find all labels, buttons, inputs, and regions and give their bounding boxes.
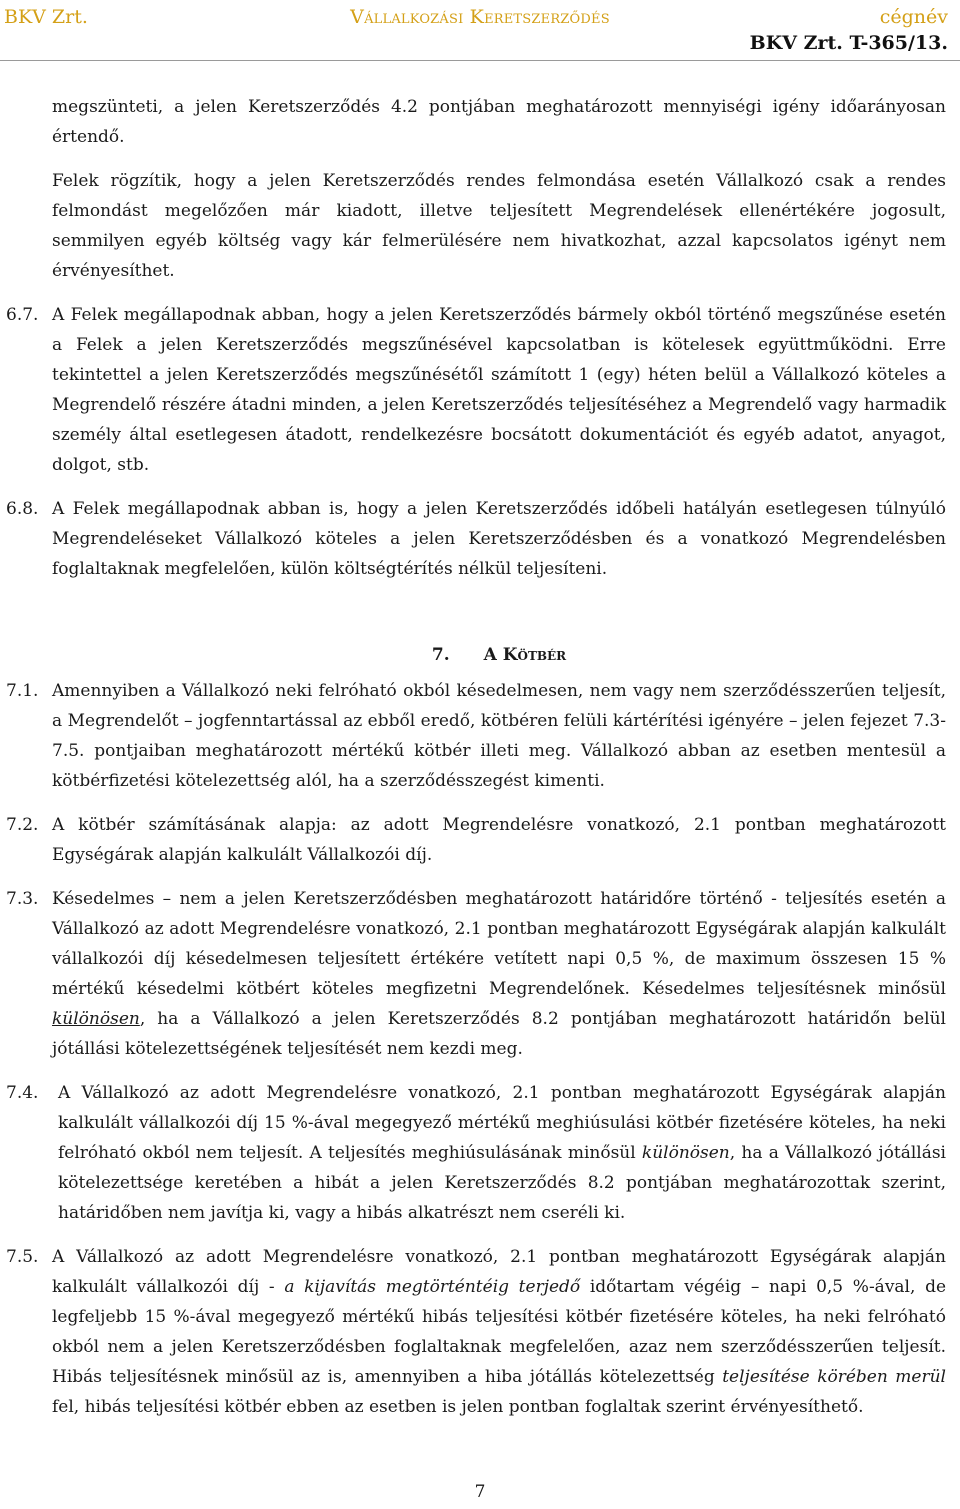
clause-text-part: , ha a Vállalkozó a jelen Keretszerződés 8.2 pontjában meghatározott határidőn belül jótállási kötelezettségének teljesítését nem kezdi meg. bbox=[52, 1009, 946, 1059]
clause-text-part: A Vállalkozó az adott Megrendelésre vonatkozó, 2.1 pontban meghatározott Egységárak alapján kalkulált vállalkozói díj - bbox=[52, 1247, 946, 1297]
header-contract-number: BKV Zrt. T-365/13. bbox=[749, 32, 948, 54]
header-document-title: Vállalkozási Keretszerződés bbox=[350, 6, 610, 28]
document-body bbox=[6, 92, 947, 1422]
clause-text: A Felek megállapodnak abban, hogy a jelen Keretszerződés bármely okból történő megszűnése esetén a Felek a jelen Keretszerződés megszűnésével kapcsolatban is kötelesek együttműködni. Erre tekintettel a jelen Keretszerződés megszűnésétől számított 1 (egy) héten belül a Vállalkozó köteles a Megrendelő részére átadni minden, a jelen Keretszerződés teljesítéséhez a Megrendelő vagy harmadik személy által esetlegesen átadott, rendelkezésre bocsátott dokumentációt és egyéb adatot, anyagot, dolgot, stb. bbox=[52, 305, 946, 475]
clause-number: 7.4. bbox=[6, 1083, 39, 1103]
emphasis-text: különösen bbox=[52, 1009, 140, 1029]
clause-7-2 bbox=[6, 810, 946, 870]
clause-text-part: fel, hibás teljesítési kötbér ebben az esetben is jelen pontban foglaltak szerint érvényesíthető. bbox=[52, 1397, 864, 1417]
section-title: A Kötbér bbox=[483, 645, 567, 665]
header-company: BKV Zrt. bbox=[4, 6, 88, 28]
clause-number: 7.3. bbox=[6, 889, 39, 909]
emphasis-text: különösen bbox=[641, 1143, 730, 1163]
clause-text: A Felek megállapodnak abban is, hogy a jelen Keretszerződés időbeli hatályán esetlegesen túlnyúló Megrendeléseket Vállalkozó köteles a jelen Keretszerződésben és a vonatkozó Megrendelésben foglaltaknak megfelelően, külön költségtérítés nélkül teljesíteni. bbox=[52, 499, 946, 579]
clause-number: 7.2. bbox=[6, 815, 39, 835]
clause-text-part: , ha a Vállalkozó jótállási kötelezettsége keretében a hibát a jelen Keretszerződés 8.2 pontjában meghatározottak szerint, határidőben nem javítja ki, vagy a hibás alkatrészt nem cseréli ki. bbox=[58, 1143, 946, 1223]
clause-number: 6.7. bbox=[6, 305, 39, 325]
emphasis-text: a kijavítás megtörténtéig terjedő bbox=[284, 1277, 581, 1297]
clause-text bbox=[52, 1242, 946, 1422]
clause-text-part: A Vállalkozó az adott Megrendelésre vonatkozó, 2.1 pontban meghatározott Egységárak alapján kalkulált vállalkozói díj 15 %-ával megegyező mértékű meghiúsulási kötbér fizetésére köteles, ha neki felróható okból nem teljesít. A teljesítés meghiúsulásának minősül bbox=[58, 1083, 946, 1163]
clause-text-part: Késedelmes – nem a jelen Keretszerződésben meghatározott határidőre történő - teljesítés esetén a Vállalkozó az adott Megrendelésre vonatkozó, 2.1 pontban meghatározott Egységárak alapján kalkulált vállalkozói díj késedelmesen teljesített értékére vetített napi 0,5 %, de maximum összesen 15 % mértékű késedelmi kötbért köteles megfizetni Megrendelőnek. Késedelmes teljesítésnek minősül bbox=[52, 889, 946, 999]
clause-text bbox=[52, 884, 946, 1064]
clause-6-8 bbox=[6, 494, 946, 584]
clause-7-1 bbox=[6, 676, 946, 796]
clause-text-part: időtartam végéig – napi 0,5 %-ával, de legfeljebb 15 %-ával megegyező mértékű hibás teljesítési kötbér fizetésére köteles, ha neki felróható okból nem a jelen Keretszerződésben foglaltaknak megfelelően, azaz nem szerződésszerűen teljesít. Hibás teljesítésnek minősül az is, amennyiben a hiba jótállás kötelezettség bbox=[52, 1277, 947, 1387]
paragraph-continuation: megszünteti, a jelen Keretszerződés 4.2 pontjában meghatározott mennyiségi igény időarányosan értendő. bbox=[52, 97, 946, 147]
clause-7-3 bbox=[6, 884, 946, 1064]
header-divider bbox=[0, 60, 960, 61]
header-company-placeholder: cégnév bbox=[879, 6, 948, 28]
emphasis-text: teljesítése körében merül bbox=[722, 1367, 946, 1387]
clause-7-4 bbox=[6, 1078, 946, 1228]
paragraph-felek: Felek rögzítik, hogy a jelen Keretszerződés rendes felmondása esetén Vállalkozó csak a rendes felmondást megelőzően már kiadott, illetve teljesített Megrendelések ellenértékére jogosult, semmilyen egyéb költség vagy kár felmerülésére nem hivatkozhat, azzal kapcsolatos igényt nem érvényesíthet. bbox=[52, 171, 946, 281]
clause-number: 7.5. bbox=[6, 1247, 39, 1267]
clause-number: 7.1. bbox=[6, 681, 39, 701]
clause-7-5 bbox=[6, 1242, 947, 1422]
page-number: 7 bbox=[474, 1482, 486, 1502]
clause-number: 6.8. bbox=[6, 499, 39, 519]
clause-text: Amennyiben a Vállalkozó neki felróható okból késedelmesen, nem vagy nem szerződésszerűen teljesít, a Megrendelőt – jogfenntartással az ebből eredő, kötbéren felüli kártérítési igényére – jelen fejezet 7.3-7.5. pontjaiban meghatározott mértékű kötbér illeti meg. Vállalkozó abban az esetben mentesül a kötbérfizetési kötelezettség alól, ha a szerződésszegést kimenti. bbox=[52, 681, 946, 791]
clause-text: A kötbér számításának alapja: az adott Megrendelésre vonatkozó, 2.1 pontban meghatározott Egységárak alapján kalkulált Vállalkozói díj. bbox=[52, 815, 946, 865]
page-header bbox=[0, 0, 960, 62]
section-number: 7. bbox=[431, 645, 450, 665]
clause-text bbox=[52, 1078, 946, 1228]
clause-6-7 bbox=[6, 300, 946, 480]
section-heading bbox=[52, 640, 946, 670]
